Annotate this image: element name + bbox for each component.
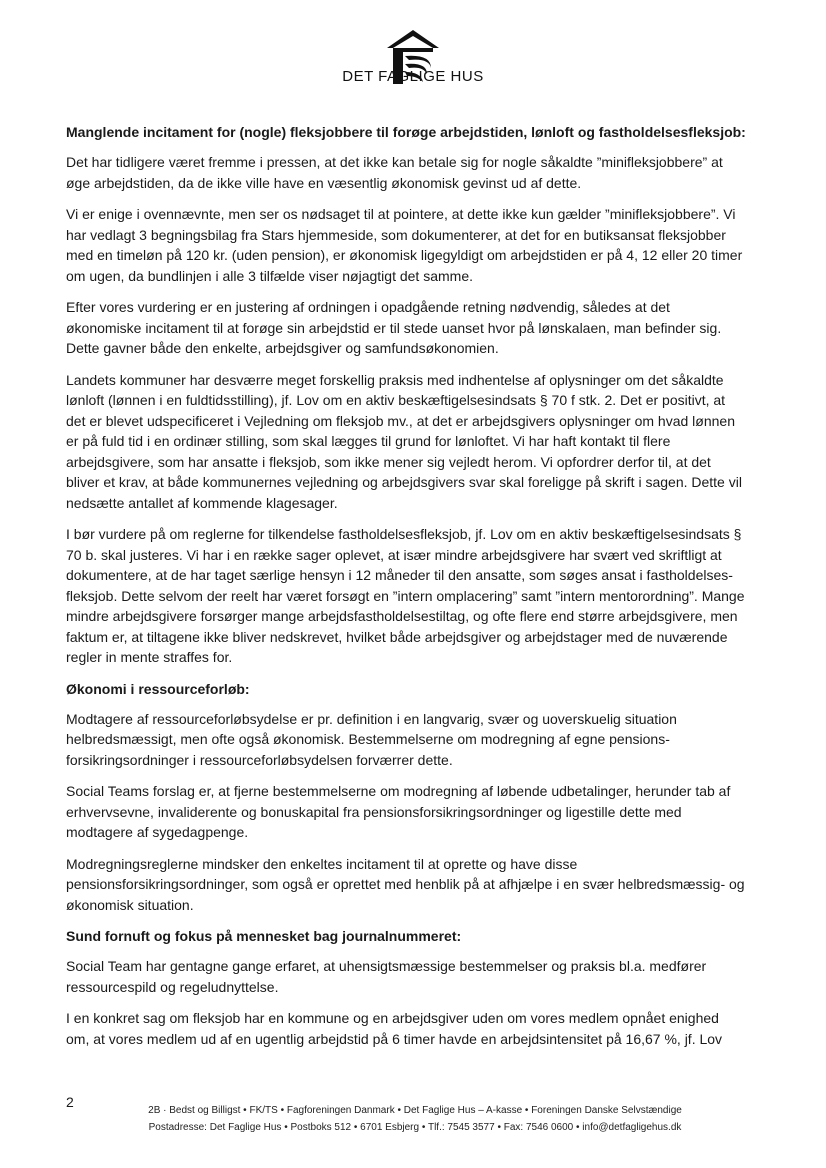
paragraph: Vi er enige i ovennævnte, men ser os nødsaget til at pointere, at dette ikke kun gælder ”minifleksjobbere”. Vi har vedlagt 3 begningsbilag fra Stars hjemmeside, som dokumenterer, at det for en butiksansat fleksjobber med en timeløn på 120 kr. (uden pension), er økonomisk ligegyldigt om arbejdstiden er på 4, 12 eller 20 timer om ugen, da bundlinjen i alle 3 tilfælde viser nøjagtigt det samme. [66,206,743,284]
paragraph: Modtagere af ressourceforløbsydelse er pr. definition i en langvarig, svær og uoverskuelig situation helbredsmæssigt, men ofte også økonomisk. Bestemmelserne om modregning af egne pensions-forsikringsordninger i ressourceforløbsydelsen forværrer dette. [66,710,677,768]
paragraph: Modregningsreglerne mindsker den enkeltes incitament til at oprette og have disse pensionsforsikringsordninger, som også er oprettet med henblik på at afhjælpe i en svær helbredsmæssig- og økonomisk situation. [66,855,745,913]
page-number: 2 [66,1094,74,1110]
section-heading: Økonomi i ressourceforløb: [66,680,250,697]
section-heading: Manglende incitament for (nogle) fleksjobbere til forøge arbejdstiden, lønloft og fastholdelsesfleksjob: [66,124,746,140]
paragraph: I bør vurdere på om reglerne for tilkendelse fastholdelsesfleksjob, jf. Lov om en aktiv beskæftigelsesindsats § 70 b. skal justeres. Vi har i en række sager oplevet, at især mindre arbejdsgivere har svært ved skriftligt at dokumentere, at de har taget særlige hensyn i 12 måneder til den ansatte, som søges ansat i fastholdelses-fleksjob. Dette selvom der reelt har været forsøgt en ”intern omplacering” samt ”intern mentorordning”. Mange mindre arbejdsgivere forsørger mange arbejdsfastholdelsestiltag, og ofte flere end større arbejdsgivere, men faktum er, at tiltagene ikke bliver nedskrevet, hvilket både arbejdsgiver og arbejdstager med de nuværende regler in mente straffes for. [66,526,745,665]
document-body [66,122,746,1060]
section-heading: Sund fornuft og fokus på mennesket bag journalnummeret: [66,928,462,944]
org-name: DET FAGLIGE HUS [342,68,484,85]
paragraph: Efter vores vurdering er en justering af ordningen i opadgående retning nødvendig, således at det økonomiske incitament til at forøge sin arbejdstid er til stede uanset hvor på lønskalaen, man befinder sig. Dette gavner både den enkelte, arbejdsgiver og samfundsøkonomien. [66,299,722,356]
paragraph: I en konkret sag om fleksjob har en kommune og en arbejdsgiver uden om vores medlem opnået enighed om, at vores medlem ud af en ugentlig arbejdstid på 6 timer havde en arbejdsintensitet på 16,67 %, jf. Lov [66,1010,723,1047]
paragraph: Social Teams forslag er, at fjerne bestemmelserne om modregning af løbende udbetalinger, herunder tab af erhvervsevne, invaliderente og bonuskapital fra pensionsforsikringsordninger og ligestille dette med modtagere af sygedagpenge. [66,783,731,840]
paragraph: Landets kommuner har desværre meget forskellig praksis med indhentelse af oplysninger om det såkaldte lønloft (lønnen i en fuldtidsstilling), jf. Lov om en aktiv beskæftigelsesindsats § 70 f stk. 2. Det er positivt, at det er blevet udspecificeret i Vejledning om fleksjob mv., at det er arbejdsgivers oplysninger om hvad lønnen er på fuld tid i en ordinær stilling, som skal lægges til grund for lønloftet. Vi har haft kontakt til flere arbejdsgivere, som har ansatte i fleksjob, som ikke mener sig vejledt herom. Vi opfordrer derfor til, at det bliver et krav, at både kommunernes vejledning og arbejdsgivers svar skal foreligge på skrift i sagen. Dette vil nedsætte antallet af kommende klagesager. [66,371,742,511]
footer-line-1: 2B · Bedst og Billigst • FK/TS • Fagforeningen Danmark • Det Faglige Hus – A-kasse • Foreningen Danske Selvstændige [148,1105,682,1116]
paragraph: Det har tidligere været fremme i pressen, at det ikke kan betale sig for nogle såkaldte ”minifleksjobbere” at øge arbejdstiden, da de ikke ville have en væsentlig økonomisk gevinst ud af dette. [66,154,723,191]
paragraph: Social Team har gentagne gange erfaret, at uhensigtsmæssige bestemmelser og praksis bl.a. medfører ressourcespild og regeludnyttelse. [66,958,707,995]
footer [120,1102,710,1136]
footer-line-2: Postadresse: Det Faglige Hus • Postboks 512 • 6701 Esbjerg • Tlf.: 7545 3577 • Fax: 7546 0600 • info@detfagligehus.dk [148,1122,682,1133]
